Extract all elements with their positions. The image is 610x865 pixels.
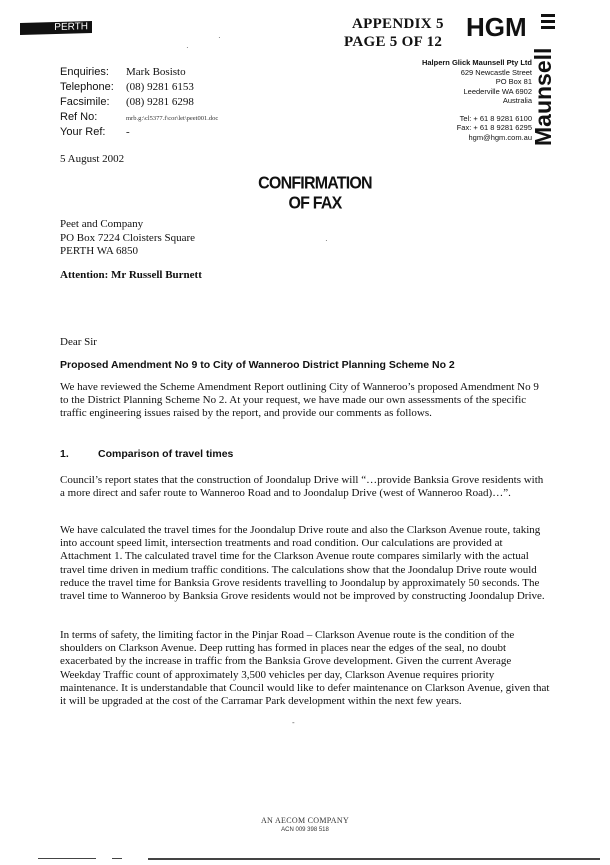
- contact-value: (08) 9281 6298: [126, 96, 194, 108]
- company-suburb: Leederville WA 6902: [463, 86, 532, 96]
- confirmation-line-2: OF FAX: [288, 194, 342, 213]
- attention-line: Attention: Mr Russell Burnett: [60, 269, 202, 281]
- section-heading: [60, 447, 233, 461]
- company-fax: Fax: + 61 8 9281 6295: [456, 123, 532, 132]
- company-country: Australia: [502, 96, 532, 105]
- footer-rule-left: [38, 858, 96, 859]
- contact-label: Ref No:: [60, 111, 98, 123]
- paragraph-safety: In terms of safety, the limiting factor in the Pinjar Road – Clarkson Avenue route is the condition of the shoulders on Clarkson Avenue. Deep rutting has formed in places near the edges of the seal, no doubt exacerbated by the increase in traffic from the Banksia Grove development. Given the current Average Weekday Traffic count of approximately 3,500 vehicles per day, Clarkson Avenue requires priority maintenance. It is understandable that Council would like to defer maintenance on Clarkson Avenue, given that it will be upgraded at the cost of the Carramar Park development within the next few years.: [60, 629, 550, 708]
- contact-value: mrb.g:\cl5377.f\cor\let\peet001.doc: [126, 115, 219, 122]
- hgm-logo: HGM: [466, 12, 527, 42]
- recipient-line-3: PERTH WA 6850: [60, 245, 138, 257]
- subject-heading: Proposed Amendment No 9 to City of Wanneroo District Planning Scheme No 2: [60, 359, 455, 371]
- speck-mark: -: [292, 718, 295, 727]
- footer-rule-dash: [112, 858, 122, 859]
- company-name: Halpern Glick Maunsell Pty Ltd: [421, 58, 532, 67]
- office-tab: [20, 21, 92, 35]
- paragraph-intro: We have reviewed the Scheme Amendment Report outlining City of Wanneroo’s proposed Amendment No 9 to the District Planning Scheme No 2. At your request, we have made our own assessments of the specific traffic engineering issues raised by the report, and provide our comments as follows.: [60, 381, 539, 420]
- maunsell-logo-text: Maunsell: [530, 47, 556, 146]
- recipient-address: [60, 218, 195, 259]
- contact-value: Mark Bosisto: [126, 66, 186, 78]
- company-street: 629 Newcastle Street: [460, 67, 532, 77]
- section-title: Comparison of travel times: [98, 448, 234, 460]
- letter-date: 5 August 2002: [60, 153, 125, 165]
- recipient-line-2: PO Box 7224 Cloisters Square: [60, 231, 196, 244]
- paragraph-council-report: Council’s report states that the construction of Joondalup Drive will “…provide Banksia Grove residents with a more direct and safer route to Wanneroo Road and to Joondalup Drive (west of Wanneroo Road)…”.: [60, 474, 544, 500]
- contact-row-telephone: [60, 80, 218, 95]
- contact-value: (08) 9281 6153: [126, 81, 194, 93]
- office-tab-label: PERTH: [54, 21, 88, 34]
- contact-value: -: [126, 126, 130, 138]
- paragraph-travel-times: We have calculated the travel times for the Joondalup Drive route and also the Clarkson Avenue route, taking into account speed limit, intersection treatments and road condition. Our calculations are provided at Attachment 1. The calculated travel time for the Clarkson Avenue route compares similarly with the actual travel time driven in medium traffic conditions. The calculations show that the Joondalup Drive route would reduce the travel time for Banksia Grove residents travelling to Joondalup by approximately 50 seconds. The travel time to Wanneroo by Banksia Grove residents would not be improved by constructing Joondalup Drive.: [60, 524, 545, 603]
- contact-details: [60, 65, 218, 140]
- speck-mark: ·: [325, 236, 328, 245]
- contact-label: Telephone:: [60, 81, 114, 93]
- logo-bars: [541, 14, 555, 32]
- contact-label: Your Ref:: [60, 126, 106, 138]
- contact-row-your-ref: [60, 125, 218, 140]
- footer-rule-right: [148, 858, 600, 860]
- company-email: hgm@hgm.com.au: [468, 132, 532, 142]
- speck-mark: ·: [186, 43, 189, 52]
- contact-label: Facsimile:: [60, 96, 110, 108]
- footer-aecom: AN AECOM COMPANY: [260, 816, 350, 825]
- page-number: PAGE 5 OF 12: [344, 34, 443, 50]
- contact-label: Enquiries:: [60, 66, 109, 78]
- company-tel: Tel: + 61 8 9281 6100: [459, 113, 532, 123]
- appendix-label: APPENDIX 5: [352, 16, 444, 32]
- company-address-block: [422, 58, 532, 142]
- confirmation-of-fax-stamp: [230, 174, 400, 214]
- salutation: Dear Sir: [60, 336, 97, 348]
- contact-row-ref: [60, 110, 218, 125]
- recipient-line-1: Peet and Company: [60, 218, 144, 230]
- contact-row-facsimile: [60, 95, 218, 110]
- speck-mark: ·: [218, 33, 221, 42]
- section-number: 1.: [60, 448, 69, 460]
- confirmation-line-1: CONFIRMATION: [258, 174, 372, 193]
- contact-row-enquiries: [60, 65, 218, 80]
- footer-acn: ACN 009 398 518: [281, 827, 329, 833]
- company-po-box: PO Box 81: [495, 77, 532, 86]
